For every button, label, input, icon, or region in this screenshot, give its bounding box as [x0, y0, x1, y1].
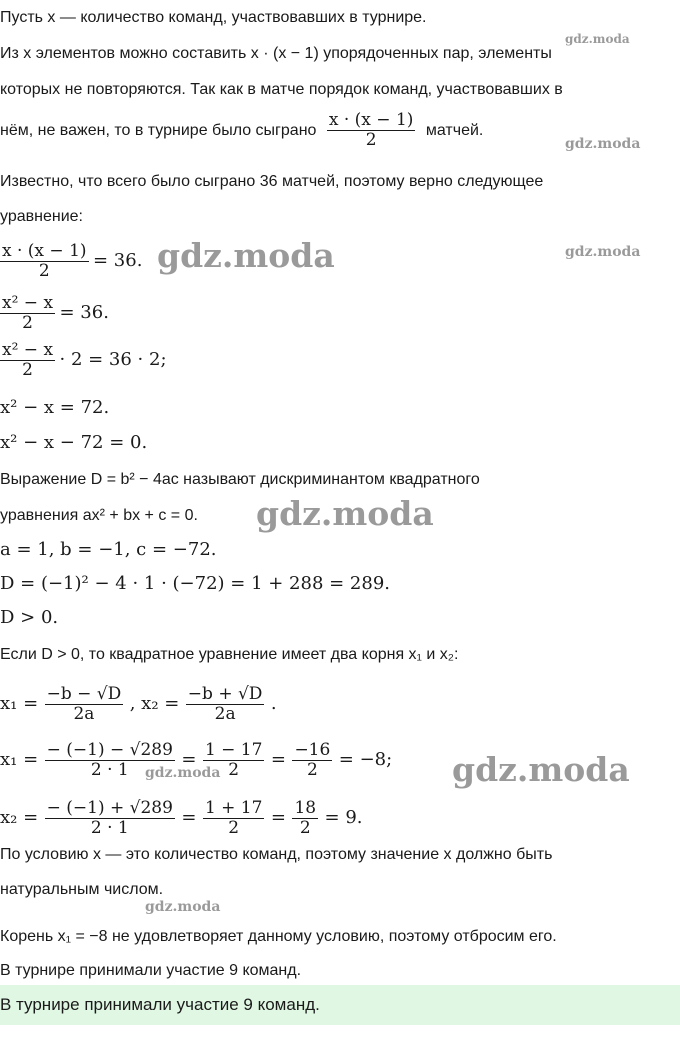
equation	[0, 240, 142, 282]
text-line: которых не повторяются. Так как в матче порядок команд, участвовавших в	[0, 81, 563, 98]
equation-end: = −8;	[338, 749, 393, 770]
fraction-numerator: 1 − 17	[204, 740, 263, 761]
fraction-numerator: − (−1) − √289	[46, 740, 173, 761]
equation: x² − x = 72.	[0, 397, 110, 418]
fraction-denominator: 2	[228, 760, 240, 781]
text-line: Выражение D = b² − 4ac называют дискриминантом квадратного	[0, 471, 480, 488]
fraction-numerator: −b − √D	[46, 684, 122, 705]
watermark: gdz.moda	[565, 32, 630, 46]
fraction-denominator: 2	[306, 760, 318, 781]
fraction	[0, 242, 89, 281]
fraction	[0, 341, 55, 380]
text-line-with-fraction	[0, 106, 483, 156]
fraction	[327, 111, 416, 150]
equation-rhs: · 2 = 36 · 2;	[59, 349, 167, 370]
answer-box: В турнире принимали участие 9 команд.	[0, 985, 680, 1025]
fraction	[186, 685, 265, 724]
text-line: уравнение:	[0, 208, 83, 225]
equation	[0, 338, 167, 382]
equation-rhs: = 36.	[92, 250, 143, 271]
fraction-numerator: x · (x − 1)	[328, 110, 414, 131]
equation-lhs: x₁ =	[0, 693, 39, 714]
fraction	[0, 294, 55, 333]
fraction-denominator: 2	[299, 818, 311, 839]
fraction-denominator: 2	[228, 818, 240, 839]
equation-mid: , x₂ =	[129, 693, 180, 714]
equation: a = 1, b = −1, c = −72.	[0, 539, 217, 560]
watermark: gdz.moda	[145, 899, 221, 915]
equation	[0, 292, 109, 334]
text-fragment: нём, не важен, то в турнире было сыграно	[0, 122, 317, 139]
text-line: Корень x₁ = −8 не удовлетворяет данному условию, поэтому отбросим его.	[0, 928, 557, 945]
fraction-denominator: 2a	[73, 704, 95, 725]
equation	[0, 678, 277, 730]
equals-sign: =	[270, 749, 286, 770]
fraction	[292, 741, 332, 780]
text-line: Пусть x — количество команд, участвовавших в турнире.	[0, 9, 427, 26]
fraction-denominator: 2	[22, 360, 33, 381]
fraction-numerator: −16	[294, 740, 331, 761]
equation-lhs: x₂ =	[0, 807, 39, 828]
fraction-denominator: 2 · 1	[90, 818, 129, 839]
watermark: gdz.moda	[452, 750, 630, 789]
equation: D > 0.	[0, 607, 59, 628]
equation-rhs: = 36.	[59, 302, 109, 323]
fraction	[45, 685, 124, 724]
text-line: уравнения ax² + bx + c = 0.	[0, 507, 198, 524]
watermark: gdz.moda	[565, 136, 641, 152]
text-line: Известно, что всего было сыграно 36 матчей, поэтому верно следующее	[0, 173, 544, 190]
text-line: Из x элементов можно составить x · (x − 1) упорядоченных пар, элементы	[0, 45, 552, 62]
fraction-numerator: x² − x	[2, 340, 54, 361]
equation-end: = 9.	[324, 807, 363, 828]
equation	[0, 792, 363, 844]
fraction-numerator: 18	[294, 798, 317, 819]
equals-sign: =	[181, 807, 197, 828]
watermark: gdz.moda	[256, 494, 434, 533]
equation: x² − x − 72 = 0.	[0, 432, 148, 453]
watermark: gdz.moda	[145, 765, 221, 781]
fraction-denominator: 2	[365, 130, 377, 151]
equation-end: .	[270, 693, 277, 714]
equals-sign: =	[181, 749, 197, 770]
fraction-denominator: 2a	[214, 704, 236, 725]
fraction-numerator: − (−1) + √289	[46, 798, 173, 819]
equals-sign: =	[270, 807, 286, 828]
text-fragment: матчей.	[425, 122, 484, 139]
fraction-numerator: 1 + 17	[204, 798, 263, 819]
fraction-numerator: x² − x	[2, 293, 54, 314]
text-line: В турнире принимали участие 9 команд.	[0, 962, 302, 979]
fraction	[203, 799, 265, 838]
fraction-denominator: 2	[38, 261, 50, 282]
fraction-numerator: −b + √D	[187, 684, 263, 705]
equation: D = (−1)² − 4 · 1 · (−72) = 1 + 288 = 289.	[0, 573, 391, 594]
text-line: По условию x — это количество команд, поэтому значение x должно быть	[0, 846, 553, 863]
watermark: gdz.moda	[565, 244, 641, 260]
fraction-denominator: 2	[22, 313, 33, 334]
fraction-numerator: x · (x − 1)	[2, 241, 87, 262]
equation-lhs: x₁ =	[0, 749, 39, 770]
fraction	[45, 799, 175, 838]
text-line: Если D > 0, то квадратное уравнение имеет два корня x₁ и x₂:	[0, 646, 459, 663]
text-line: натуральным числом.	[0, 881, 164, 898]
fraction-denominator: 2 · 1	[90, 760, 129, 781]
fraction	[292, 799, 318, 838]
watermark: gdz.moda	[157, 236, 335, 275]
